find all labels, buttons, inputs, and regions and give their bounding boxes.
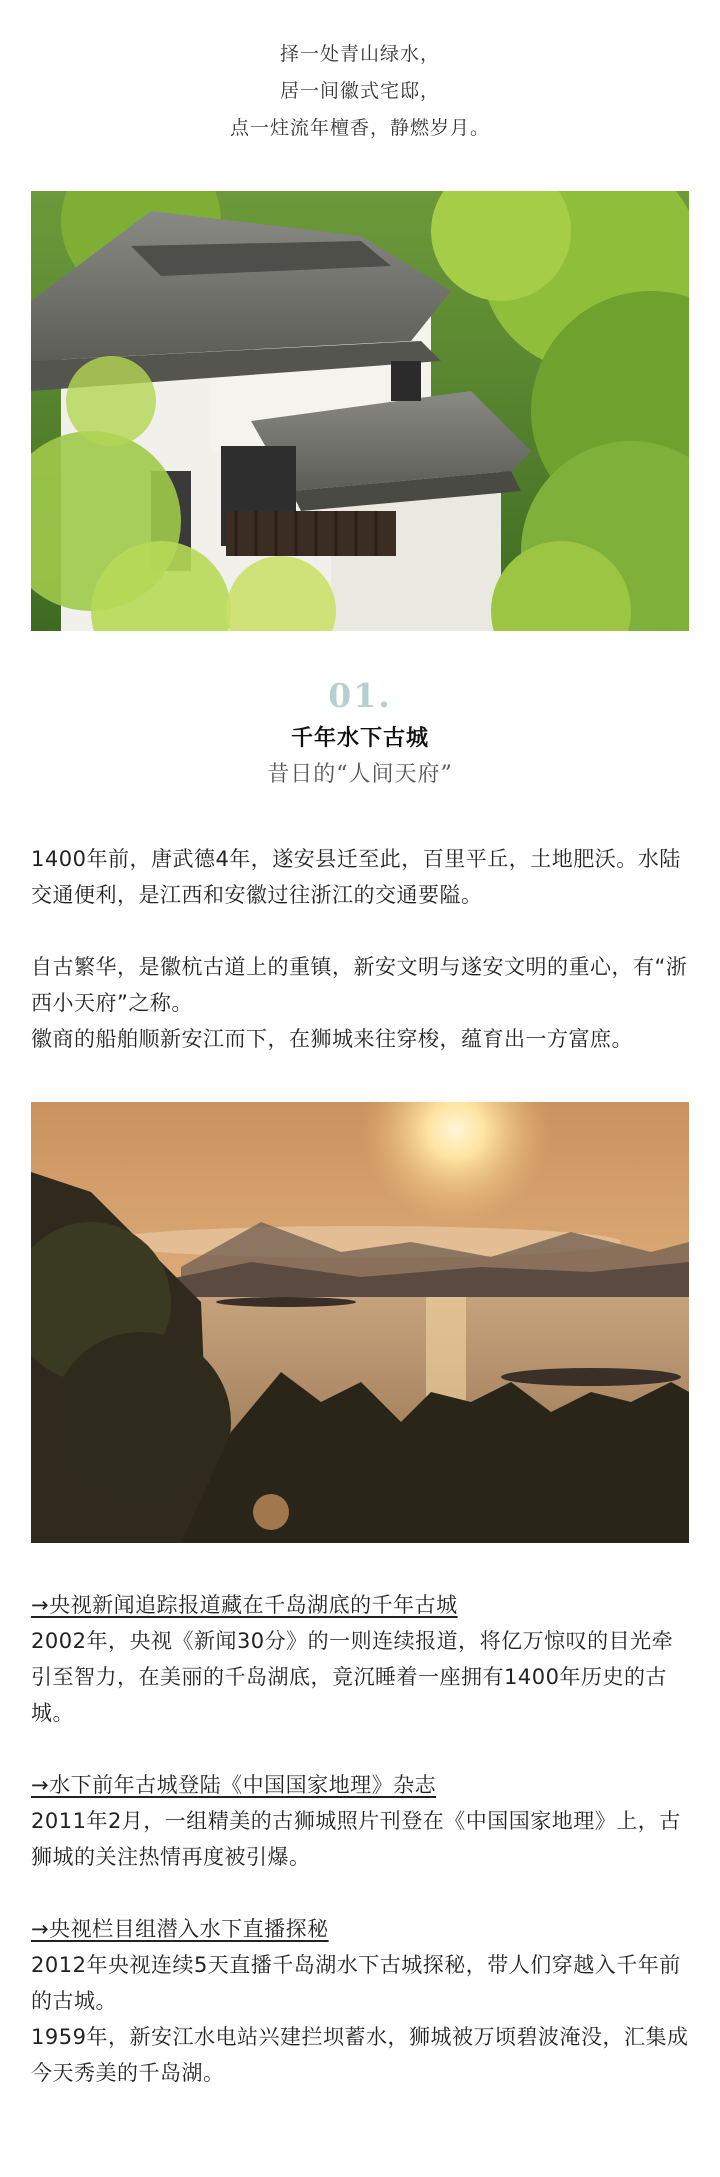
intro-line-1: 择一处青山绿水， [279,43,440,65]
section-title: 千年水下古城 [290,726,429,751]
history-paragraph-2: 自古繁华，是徽杭古道上的重镇，新安文明与遂安文明的重心，有“浙西小天府”之称。 [31,955,688,1015]
intro-line-2: 居一间徽式宅邸， [279,80,440,102]
story-text-reservoir: 1959年，新安江水电站兴建拦坝蓄水，狮城被万顷碧波淹没，汇集成今天秀美的千岛湖。 [31,2025,689,2085]
section-header [0,677,720,791]
huizhou-houses-photo [31,191,689,631]
story-text-national-geography: 2011年2月，一组精美的古狮城照片刊登在《中国国家地理》上，古狮城的关注热情再度被引爆。 [31,1809,681,1869]
stories-text [0,1587,720,2091]
story-text-cctv-news: 2002年，央视《新闻30分》的一则连续报道，将亿万惊叹的目光牵引至智力，在美丽的千岛湖底，竟沉睡着一座拥有1400年历史的古城。 [31,1629,674,1725]
story-link-national-geography[interactable]: →水下前年古城登陆《中国国家地理》杂志 [31,1773,437,1797]
lake-sunset-photo [31,1102,689,1543]
section-subtitle: 昔日的“人间天府” [267,762,453,787]
section-number: 01. [328,676,392,715]
story-text-cctv-live: 2012年央视连续5天直播千岛湖水下古城探秘，带人们穿越入千年前的古城。 [31,1953,681,2013]
history-text [0,841,720,1057]
story-link-cctv-live[interactable]: →央视栏目组潜入水下直播探秘 [31,1917,329,1941]
story-link-cctv-news[interactable]: →央视新闻追踪报道藏在千岛湖底的千年古城 [31,1593,458,1617]
intro-line-3: 点一炷流年檀香，静燃岁月。 [229,117,490,139]
intro-poem [0,0,720,147]
history-paragraph-1: 1400年前，唐武德4年，遂安县迁至此，百里平丘，土地肥沃。水陆交通便利，是江西和安徽过往浙江的交通要隘。 [31,847,681,907]
history-paragraph-3: 徽商的船舶顺新安江而下，在狮城来往穿梭，蕴育出一方富庶。 [31,1027,633,1051]
